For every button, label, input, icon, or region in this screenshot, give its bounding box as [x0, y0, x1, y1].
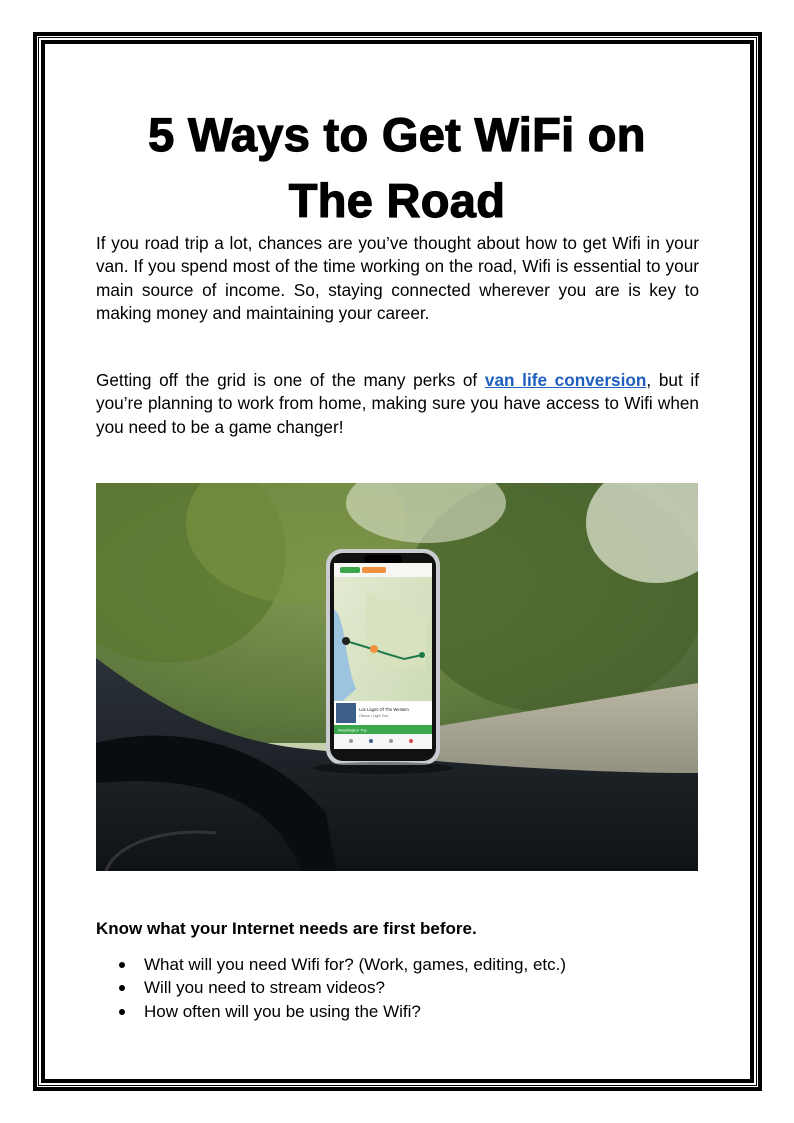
list-item [117, 953, 697, 976]
page-title [60, 102, 734, 234]
needs-bullet-list [117, 953, 697, 1023]
list-item [117, 1000, 697, 1023]
van-dashboard-phone-photo [96, 483, 698, 871]
bullet-text: How often will you be using the Wifi? [144, 1001, 421, 1021]
second-paragraph-before-link: Getting off the grid is one of the many perks of [96, 370, 485, 390]
van-life-conversion-link[interactable]: van life conversion [484, 370, 647, 390]
intro-paragraph: If you road trip a lot, chances are you’ve thought about how to get Wifi in your van. If you spend most of the time working on the road, Wifi is essential to your main source of income. So, staying connected wherever you are is key to making money and maintaining your career. [96, 233, 699, 324]
bullet-text: What will you need Wifi for? (Work, games, editing, etc.) [144, 955, 567, 974]
second-paragraph [96, 369, 699, 439]
photo-illustration [96, 483, 698, 871]
second-paragraph-after-link: , but if you’re planning to work from home, making sure you have access to Wifi when you need to be a game changer! [96, 370, 699, 437]
bullet-icon [119, 985, 125, 991]
section-heading: Know what your Internet needs are first before. [96, 919, 477, 938]
list-item [117, 976, 697, 999]
phone-card-title: Los Lagos Of The Western [359, 707, 409, 712]
title-line-2: The Road [288, 174, 506, 227]
phone-trip-bar-label: Washington Trip [338, 727, 367, 733]
bullet-text: Will you need to stream videos? [144, 978, 385, 998]
bullet-icon [119, 1009, 125, 1015]
title-line-1: 5 Ways to Get WiFi on [148, 108, 646, 161]
bullet-icon [119, 962, 125, 968]
phone-card-subtitle: Clinics • Light Tour [359, 714, 389, 718]
